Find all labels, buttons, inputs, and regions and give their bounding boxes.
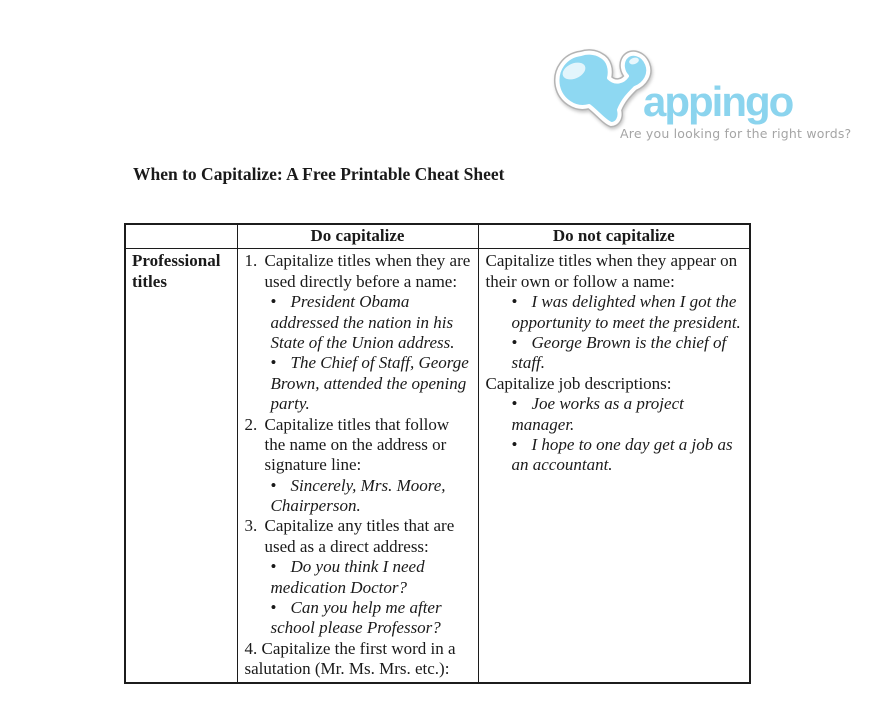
do-not-capitalize-cell: [478, 249, 750, 683]
bullet-icon: •: [270, 292, 277, 312]
row-label-professional-titles: Professional titles: [125, 249, 237, 683]
list-number: 1.: [244, 251, 258, 271]
bullet-item: [486, 333, 746, 374]
bullet-item: [245, 598, 474, 639]
example-sentence: I was delighted when I got the opportunity to meet the president.: [511, 292, 741, 332]
capitalization-table: [124, 223, 751, 684]
list-item: 1. Capitalize titles when they are used directly before a name:: [244, 251, 471, 291]
bullet-icon: •: [270, 557, 277, 577]
list-item: 2. Capitalize titles that follow the name on the address or signature line:: [244, 414, 450, 475]
example-sentence: George Brown is the chief of staff.: [511, 332, 727, 373]
list-item: Capitalize job descriptions:: [485, 373, 672, 393]
bullet-item: [486, 394, 746, 435]
water-drop-v-icon: [553, 48, 653, 130]
vappingo-logo: [553, 48, 852, 148]
bullet-item: [245, 476, 474, 517]
example-sentence: Joe works as a project manager.: [511, 394, 684, 434]
example-sentence: President Obama addressed the nation in his State of the Union address.: [270, 292, 455, 352]
list-item: Capitalize titles when they appear on their own or follow a name:: [485, 251, 738, 291]
bullet-item: [486, 435, 746, 476]
example-sentence: I hope to one day get a job as an accountant.: [511, 434, 733, 475]
page-title: When to Capitalize: A Free Printable Cheat Sheet: [133, 164, 505, 184]
table-header-do-capitalize: Do capitalize: [237, 224, 478, 249]
table-header-empty: [125, 224, 237, 249]
table-header-row: [125, 224, 750, 249]
example-sentence: Can you help me after school please Professor?: [270, 598, 442, 638]
logo-brand-text: appingo: [643, 78, 793, 125]
bullet-item: [245, 557, 474, 598]
bullet-icon: •: [511, 434, 518, 454]
list-item: 4. Capitalize the first word in a salutation (Mr. Ms. Mrs. etc.):: [244, 638, 456, 679]
bullet-item: [245, 292, 474, 353]
list-item: 3. Capitalize any titles that are used as a direct address:: [244, 516, 455, 556]
bullet-item: [245, 353, 474, 414]
example-sentence: The Chief of Staff, George Brown, attended the opening party.: [270, 353, 469, 414]
bullet-icon: •: [270, 353, 277, 373]
example-sentence: Sincerely, Mrs. Moore, Chairperson.: [270, 475, 446, 516]
list-number: 3.: [244, 516, 258, 536]
table-header-do-not-capitalize: Do not capitalize: [478, 224, 750, 249]
table-row: [125, 249, 750, 683]
bullet-icon: •: [270, 598, 277, 618]
do-capitalize-cell: [237, 249, 478, 683]
bullet-item: [486, 292, 746, 333]
list-number: 2.: [244, 414, 258, 434]
example-sentence: Do you think I need medication Doctor?: [270, 557, 425, 597]
bullet-icon: •: [511, 332, 518, 352]
bullet-icon: •: [270, 475, 277, 495]
bullet-icon: •: [511, 292, 518, 312]
bullet-icon: •: [511, 394, 518, 414]
logo-tagline: Are you looking for the right words?: [620, 126, 852, 141]
